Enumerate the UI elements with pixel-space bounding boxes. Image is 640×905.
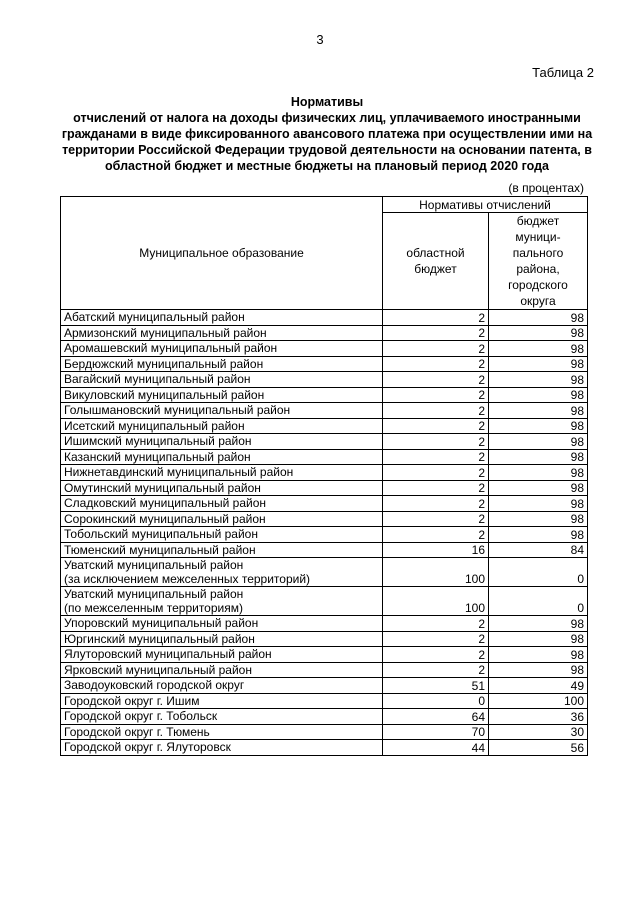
column-header-local-budget: бюджет муници- пального района, городского округа	[489, 213, 588, 310]
local-budget-value: 98	[489, 449, 588, 465]
local-budget-value: 98	[489, 434, 588, 450]
document-heading	[54, 94, 600, 174]
local-budget-value: 0	[489, 587, 588, 616]
table-row	[61, 434, 588, 450]
regional-budget-value: 16	[383, 542, 489, 558]
table-body	[61, 310, 588, 756]
table-row	[61, 527, 588, 543]
table-row	[61, 449, 588, 465]
local-budget-value: 98	[489, 662, 588, 678]
municipality-name: Тюменский муниципальный район	[61, 542, 383, 558]
document-subtitle: отчислений от налога на доходы физических лиц, уплачиваемого иностранными гражданами в виде фиксированного авансового платежа при осуществлении ими на территории Российской Федерации трудовой деятельности на основании патента, в областной бюджет и местные бюджеты на плановый период 2020 года	[61, 111, 593, 173]
local-budget-value: 98	[489, 631, 588, 647]
regional-budget-value: 100	[383, 587, 489, 616]
municipality-name: Городской округ г. Тобольск	[61, 709, 383, 725]
local-budget-value: 98	[489, 356, 588, 372]
document-title: Нормативы	[290, 95, 364, 109]
table-row	[61, 709, 588, 725]
local-budget-value: 36	[489, 709, 588, 725]
table-row	[61, 372, 588, 388]
regional-budget-value: 2	[383, 465, 489, 481]
table-row	[61, 403, 588, 419]
municipality-name: Сорокинский муниципальный район	[61, 511, 383, 527]
municipality-name: Сладковский муниципальный район	[61, 496, 383, 512]
regional-budget-value: 2	[383, 449, 489, 465]
regional-budget-value: 2	[383, 631, 489, 647]
municipality-name: Юргинский муниципальный район	[61, 631, 383, 647]
regional-budget-value: 2	[383, 325, 489, 341]
local-budget-value: 98	[489, 527, 588, 543]
table-row	[61, 465, 588, 481]
page-number: 3	[316, 32, 324, 47]
municipality-name: Ярковский муниципальный район	[61, 662, 383, 678]
norms-table	[60, 196, 588, 756]
municipality-name: Омутинский муниципальный район	[61, 480, 383, 496]
municipality-name: Ишимский муниципальный район	[61, 434, 383, 450]
municipality-name: Викуловский муниципальный район	[61, 387, 383, 403]
regional-budget-value: 2	[383, 403, 489, 419]
table-row	[61, 587, 588, 616]
column-header-norms-group: Нормативы отчислений	[383, 197, 588, 213]
local-budget-value: 98	[489, 480, 588, 496]
regional-budget-value: 2	[383, 372, 489, 388]
local-budget-value: 98	[489, 496, 588, 512]
table-row	[61, 740, 588, 756]
municipality-name: Упоровский муниципальный район	[61, 616, 383, 632]
regional-budget-value: 2	[383, 434, 489, 450]
municipality-name: Уватский муниципальный район (за исключением межселенных территорий)	[61, 558, 383, 587]
table-row	[61, 724, 588, 740]
table-row	[61, 418, 588, 434]
municipality-name: Абатский муниципальный район	[61, 310, 383, 326]
municipality-name: Городской округ г. Ялуторовск	[61, 740, 383, 756]
regional-budget-value: 2	[383, 341, 489, 357]
local-budget-value: 98	[489, 341, 588, 357]
table-row	[61, 480, 588, 496]
local-budget-value: 98	[489, 372, 588, 388]
municipality-name: Уватский муниципальный район (по межселенным территориям)	[61, 587, 383, 616]
local-budget-value: 98	[489, 511, 588, 527]
municipality-name: Аромашевский муниципальный район	[61, 341, 383, 357]
regional-budget-value: 2	[383, 616, 489, 632]
table-row	[61, 693, 588, 709]
regional-budget-value: 100	[383, 558, 489, 587]
regional-budget-value: 2	[383, 356, 489, 372]
regional-budget-value: 2	[383, 480, 489, 496]
table-row	[61, 678, 588, 694]
table-row	[61, 558, 588, 587]
local-budget-value: 84	[489, 542, 588, 558]
municipality-name: Городской округ г. Ишим	[61, 693, 383, 709]
regional-budget-value: 2	[383, 310, 489, 326]
table-row	[61, 496, 588, 512]
local-budget-value: 98	[489, 418, 588, 434]
municipality-name: Голышмановский муниципальный район	[61, 403, 383, 419]
municipality-name: Вагайский муниципальный район	[61, 372, 383, 388]
local-budget-value: 0	[489, 558, 588, 587]
local-budget-value: 100	[489, 693, 588, 709]
table-row	[61, 647, 588, 663]
table-row	[61, 325, 588, 341]
regional-budget-value: 64	[383, 709, 489, 725]
regional-budget-value: 70	[383, 724, 489, 740]
table-row	[61, 310, 588, 326]
regional-budget-value: 2	[383, 387, 489, 403]
local-budget-value: 98	[489, 616, 588, 632]
local-budget-value: 98	[489, 403, 588, 419]
municipality-name: Тобольский муниципальный район	[61, 527, 383, 543]
municipality-name: Армизонский муниципальный район	[61, 325, 383, 341]
table-row	[61, 616, 588, 632]
local-budget-value: 98	[489, 310, 588, 326]
municipality-name: Казанский муниципальный район	[61, 449, 383, 465]
regional-budget-value: 51	[383, 678, 489, 694]
local-budget-value: 98	[489, 325, 588, 341]
table-row	[61, 662, 588, 678]
column-header-municipality: Муниципальное образование	[61, 197, 383, 310]
municipality-name: Бердюжский муниципальный район	[61, 356, 383, 372]
header-row	[61, 197, 588, 213]
municipality-name: Заводоуковский городской округ	[61, 678, 383, 694]
regional-budget-value: 2	[383, 662, 489, 678]
table-row	[61, 387, 588, 403]
table-row	[61, 542, 588, 558]
regional-budget-value: 2	[383, 511, 489, 527]
regional-budget-value: 44	[383, 740, 489, 756]
local-budget-value: 56	[489, 740, 588, 756]
municipality-name: Нижнетавдинский муниципальный район	[61, 465, 383, 481]
local-budget-value: 98	[489, 387, 588, 403]
units-note: (в процентах)	[508, 181, 584, 195]
local-budget-value: 98	[489, 647, 588, 663]
local-budget-value: 98	[489, 465, 588, 481]
municipality-name: Городской округ г. Тюмень	[61, 724, 383, 740]
municipality-name: Исетский муниципальный район	[61, 418, 383, 434]
municipality-name: Ялуторовский муниципальный район	[61, 647, 383, 663]
column-header-regional-budget: областной бюджет	[383, 213, 489, 310]
table-row	[61, 511, 588, 527]
local-budget-value: 49	[489, 678, 588, 694]
table-row	[61, 341, 588, 357]
regional-budget-value: 2	[383, 647, 489, 663]
regional-budget-value: 2	[383, 418, 489, 434]
regional-budget-value: 2	[383, 527, 489, 543]
local-budget-value: 30	[489, 724, 588, 740]
regional-budget-value: 0	[383, 693, 489, 709]
table-row	[61, 631, 588, 647]
regional-budget-value: 2	[383, 496, 489, 512]
table-label: Таблица 2	[532, 65, 594, 80]
table-row	[61, 356, 588, 372]
